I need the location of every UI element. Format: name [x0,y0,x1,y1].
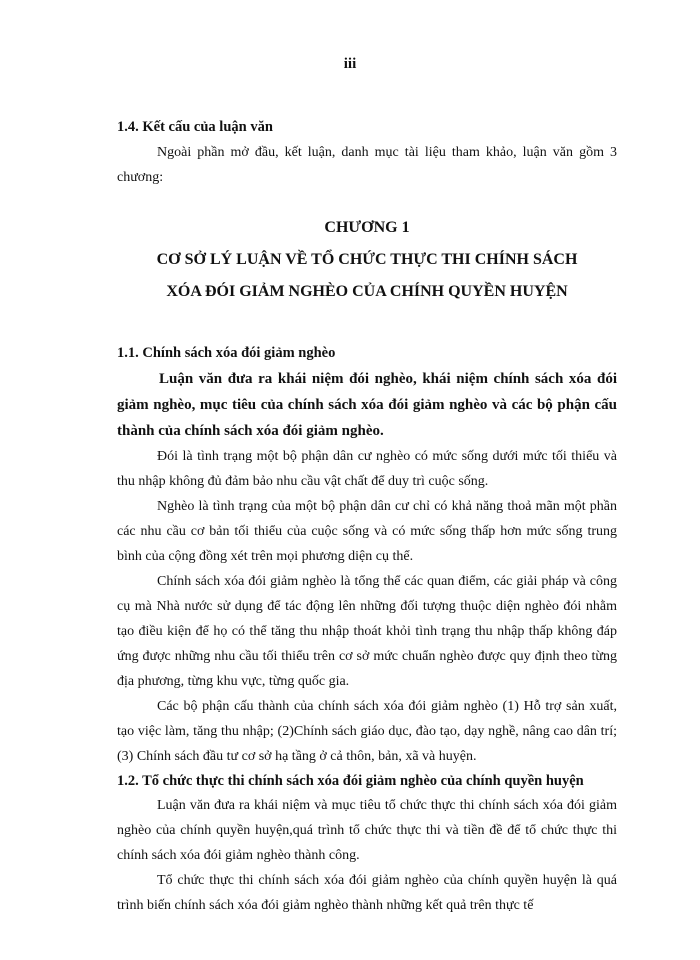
section-1-2-paragraph-2: Tổ chức thực thi chính sách xóa đói giảm nghèo của chính quyền huyện là quá trình biến chính sách xóa đói giảm nghèo thành những kết quả trên thực tế [117,873,617,913]
page-number: iii [343,56,357,72]
section-1-4-heading: 1.4. Kết cấu của luận văn [117,119,273,135]
chapter-title-line-2: XÓA ĐÓI GIẢM NGHÈO CỦA CHÍNH QUYỀN HUYỆN [166,283,568,300]
section-1-1-summary: Luận văn đưa ra khái niệm đói nghèo, khái niệm chính sách xóa đói giảm nghèo, mục tiêu của chính sách xóa đói giảm nghèo và các bộ phận cấu thành của chính sách xóa đói giảm nghèo. [117,371,617,439]
paragraph-policy-components: Các bộ phận cấu thành của chính sách xóa đói giảm nghèo (1) Hỗ trợ sản xuất, tạo việc làm, tăng thu nhập; (2)Chính sách giáo dục, đào tạo, dạy nghề, nâng cao dân trí; (3) Chính sách đầu tư cơ sở hạ tầng ở cả thôn, bản, xã và huyện. [117,699,617,764]
page-content [117,114,617,918]
section-1-2-paragraph-1: Luận văn đưa ra khái niệm và mục tiêu tổ chức thực thi chính sách xóa đói giảm nghèo của chính quyền huyện,quá trình tổ chức thực thi và tiền đề để tổ chức thực thi chính sách xóa đói giảm nghèo thành công. [117,798,617,863]
paragraph-policy-definition: Chính sách xóa đói giảm nghèo là tổng thể các quan điểm, các giải pháp và công cụ mà Nhà nước sử dụng để tác động lên những đối tượng thuộc diện nghèo đói nhằm tạo điều kiện để họ có thể tăng thu nhập thoát khỏi tình trạng thu nhập thấp không đáp ứng được những nhu cầu tối thiểu trên cơ sở mức chuẩn nghèo được quy định theo từng địa phương, từng khu vực, từng quốc gia. [117,574,617,689]
section-1-1-heading: 1.1. Chính sách xóa đói giảm nghèo [117,345,336,361]
paragraph-ngheo-definition: Nghèo là tình trạng của một bộ phận dân cư chỉ có khả năng thoả mãn một phần các nhu cầu cơ bản tối thiểu của cuộc sống và có mức sống thấp hơn mức sống trung bình của cộng đồng xét trên mọi phương diện cụ thể. [117,499,617,564]
chapter-heading [117,212,617,308]
paragraph-doi-definition: Đói là tình trạng một bộ phận dân cư nghèo có mức sống dưới mức tối thiểu và thu nhập không đủ đảm bảo nhu cầu vật chất để duy trì cuộc sống. [117,449,617,489]
section-1-2-heading: 1.2. Tổ chức thực thi chính sách xóa đói giảm nghèo của chính quyền huyện [117,773,584,789]
section-1-4-paragraph: Ngoài phần mở đầu, kết luận, danh mục tài liệu tham khảo, luận văn gồm 3 chương: [117,145,617,185]
chapter-number: CHƯƠNG 1 [324,219,410,236]
chapter-title-line-1: CƠ SỞ LÝ LUẬN VỀ TỔ CHỨC THỰC THI CHÍNH SÁCH [156,251,578,268]
